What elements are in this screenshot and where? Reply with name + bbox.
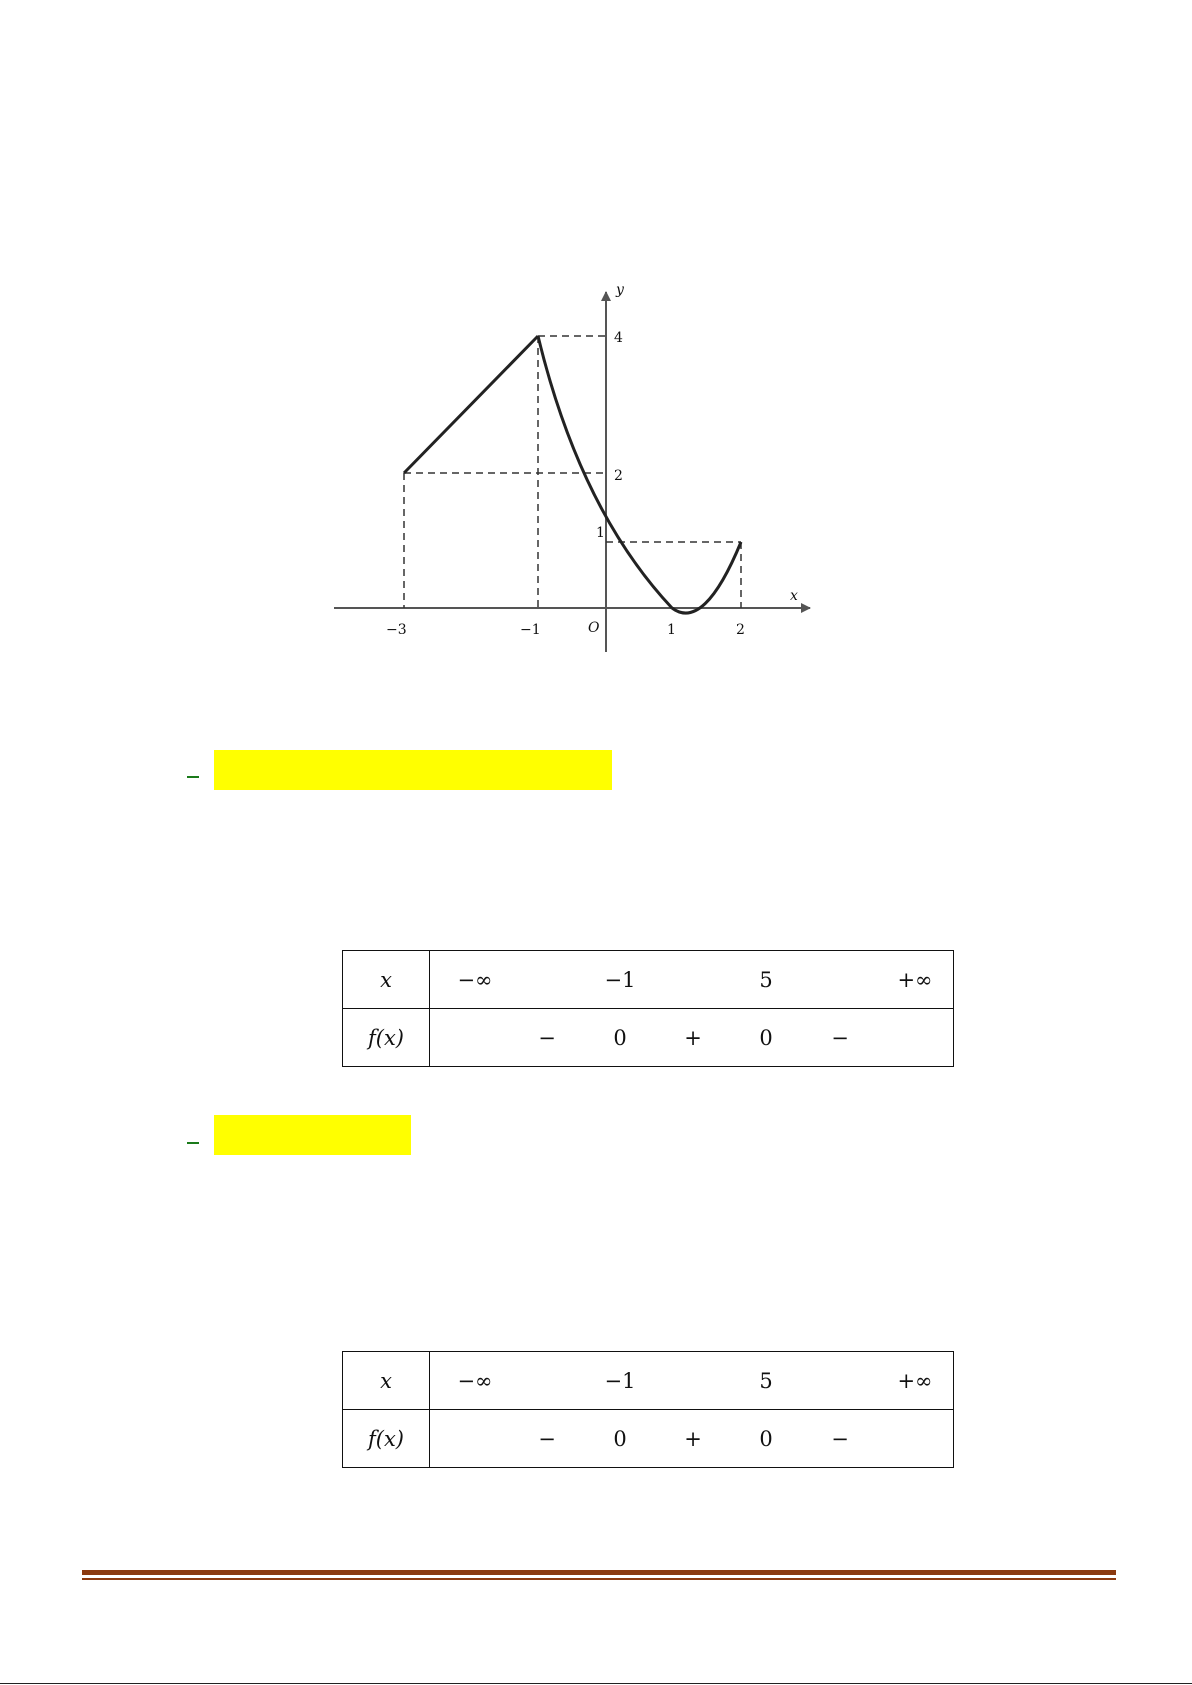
page-bottom-line [0,1683,1192,1684]
table1-x-neg1: −1 [604,967,636,992]
guide-lines [404,336,741,608]
footer-rule-thin [82,1578,1116,1580]
table2-x-label: x [343,1352,430,1410]
table2-x-pos-inf: +∞ [897,1368,933,1393]
x-tick-1: 1 [667,622,676,638]
x-tick-neg1: −1 [520,622,541,638]
table1-x-label: x [343,951,430,1009]
table2-x-neg-inf: −∞ [457,1368,493,1393]
table1-sign-2: 0 [613,1025,627,1050]
table1-sign-5: − [831,1025,849,1050]
list-marker-2 [187,1142,199,1144]
table2-x-5: 5 [759,1368,773,1393]
footer-rule [82,1570,1116,1575]
origin-label: O [588,620,600,636]
table1-sign-4: 0 [759,1025,773,1050]
table2-sign-1: − [538,1426,556,1451]
table2-sign-5: − [831,1426,849,1451]
y-tick-2: 2 [614,468,623,484]
x-tick-2: 2 [736,622,745,638]
x-tick-neg3: −3 [386,622,407,638]
table2-sign-4: 0 [759,1426,773,1451]
table1-x-pos-inf: +∞ [897,967,933,992]
linear-segment [404,336,538,473]
table2-sign-2: 0 [613,1426,627,1451]
table2-sign-3: + [684,1426,702,1451]
table2-x-neg1: −1 [604,1368,636,1393]
table1-x-neg-inf: −∞ [457,967,493,992]
table1-sign-1: − [538,1025,556,1050]
x-axis-label: x [790,588,798,604]
table1-x-5: 5 [759,967,773,992]
highlight-block-2 [214,1115,411,1155]
highlight-block-1 [214,750,612,790]
function-graph [320,280,820,660]
table1-sign-3: + [684,1025,702,1050]
y-tick-1: 1 [596,525,605,541]
y-axis-label: y [616,282,624,298]
sign-table-2 [342,1351,954,1468]
y-tick-4: 4 [614,330,623,346]
list-marker-1 [187,776,199,778]
sign-table-1 [342,950,954,1067]
table1-fx-label: f(x) [343,1009,430,1067]
curve-right [672,542,741,613]
table2-fx-label: f(x) [343,1410,430,1468]
